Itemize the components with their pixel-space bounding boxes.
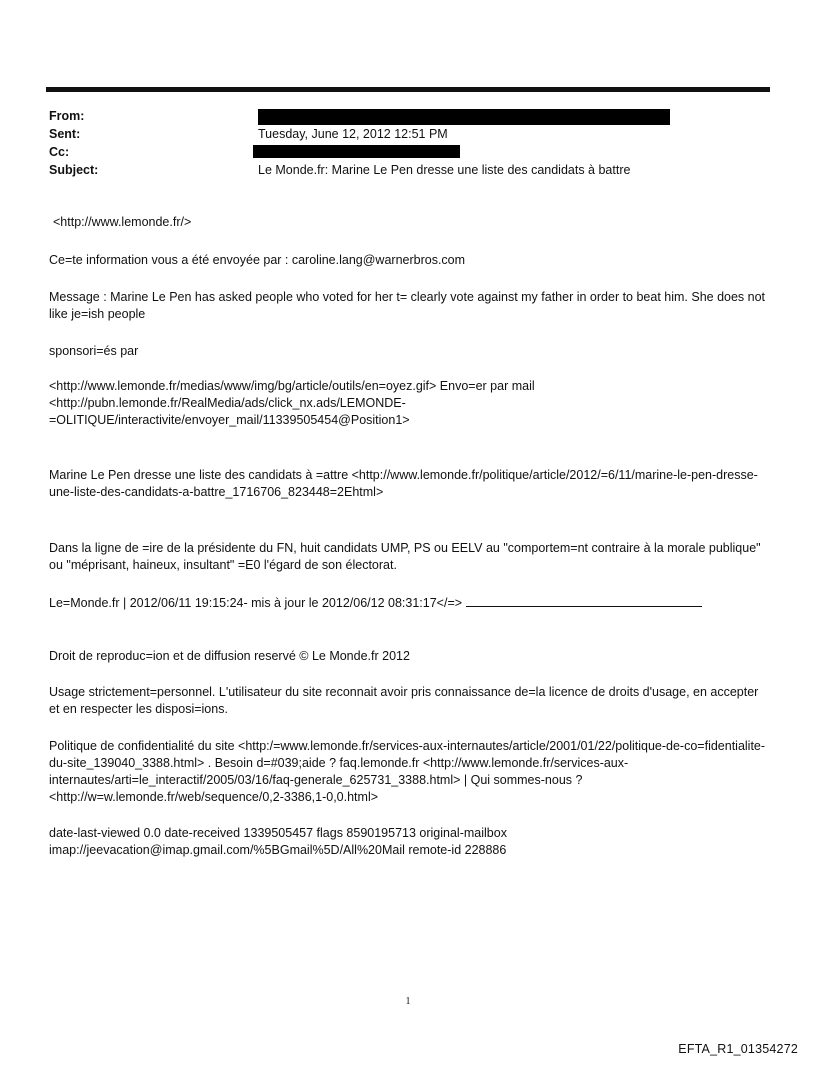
body-privacy-links: Politique de confidentialité du site <http:/=www.lemonde.fr/services-aux-internautes/article/2001/01/22/politique-de-co=fidentialite-du-site_139040_3388.html> . Besoin d=#039;aide ? faq.lemonde.fr <http://www.lemonde.fr/services-aux-internautes/arti=le_interactif/2005/03/16/faq-generale_625731_3388.html> | Qui sommes-nous ? <http://w=w.lemonde.fr/web/sequence/0,2-3386,1-0,0.html> xyxy=(49,739,766,804)
body-sender-info: Ce=te information vous a été envoyée par : caroline.lang@warnerbros.com xyxy=(49,253,466,267)
from-label: From: xyxy=(49,109,85,123)
dateline-text: Le=Monde.fr | 2012/06/11 19:15:24- mis à jour le 2012/06/12 08:31:17</=> xyxy=(49,596,463,610)
signature-rule xyxy=(466,594,702,607)
subject-value: Le Monde.fr: Marine Le Pen dresse une liste des candidats à battre xyxy=(258,163,631,177)
cc-label: Cc: xyxy=(49,145,70,159)
body-dateline xyxy=(49,594,769,612)
subject-label: Subject: xyxy=(49,163,99,177)
bates-number: EFTA_R1_01354272 xyxy=(678,1042,798,1056)
body-metadata: date-last-viewed 0.0 date-received 1339505457 flags 8590195713 original-mailbox imap://jeevacation@imap.gmail.com/%5BGmail%5D/All%20Mail remote-id 228886 xyxy=(49,826,507,857)
cc-redaction xyxy=(253,145,460,158)
body-message: Message : Marine Le Pen has asked people who voted for her t= clearly vote against my father in order to beat him. She does not like je=ish people xyxy=(49,290,766,321)
body-article-title: Marine Le Pen dresse une liste des candidats à =attre <http://www.lemonde.fr/politique/article/2012/=6/11/marine-le-pen-dresse-une-liste-des-candidats-a-battre_1716706_823448=2Ehtml> xyxy=(49,468,758,499)
body-usage: Usage strictement=personnel. L'utilisateur du site reconnait avoir pris connaissance de=la licence de droits d'usage, en accepter et en respecter les disposi=ions. xyxy=(49,685,759,716)
from-redaction xyxy=(258,109,670,125)
body-article-summary: Dans la ligne de =ire de la présidente du FN, huit candidats UMP, PS ou EELV au "comportem=nt contraire à la morale publique" ou "méprisant, haineux, insultant" =E0 l'égard de son électorat. xyxy=(49,541,761,572)
body-url: <http://www.lemonde.fr/> xyxy=(53,215,192,229)
header-rule xyxy=(46,87,770,92)
sent-label: Sent: xyxy=(49,127,81,141)
body-sponsored: sponsori=és par xyxy=(49,344,139,358)
body-send-links: <http://www.lemonde.fr/medias/www/img/bg/article/outils/en=oyez.gif> Envo=er par mail <http://pubn.lemonde.fr/RealMedia/ads/click_nx.ads/LEMONDE- =OLITIQUE/interactivite/envoyer_mail/11339505454@Position1> xyxy=(49,379,535,427)
page-number: 1 xyxy=(405,996,411,1007)
body-copyright: Droit de reproduc=ion et de diffusion reservé © Le Monde.fr 2012 xyxy=(49,649,410,663)
sent-value: Tuesday, June 12, 2012 12:51 PM xyxy=(258,127,448,141)
